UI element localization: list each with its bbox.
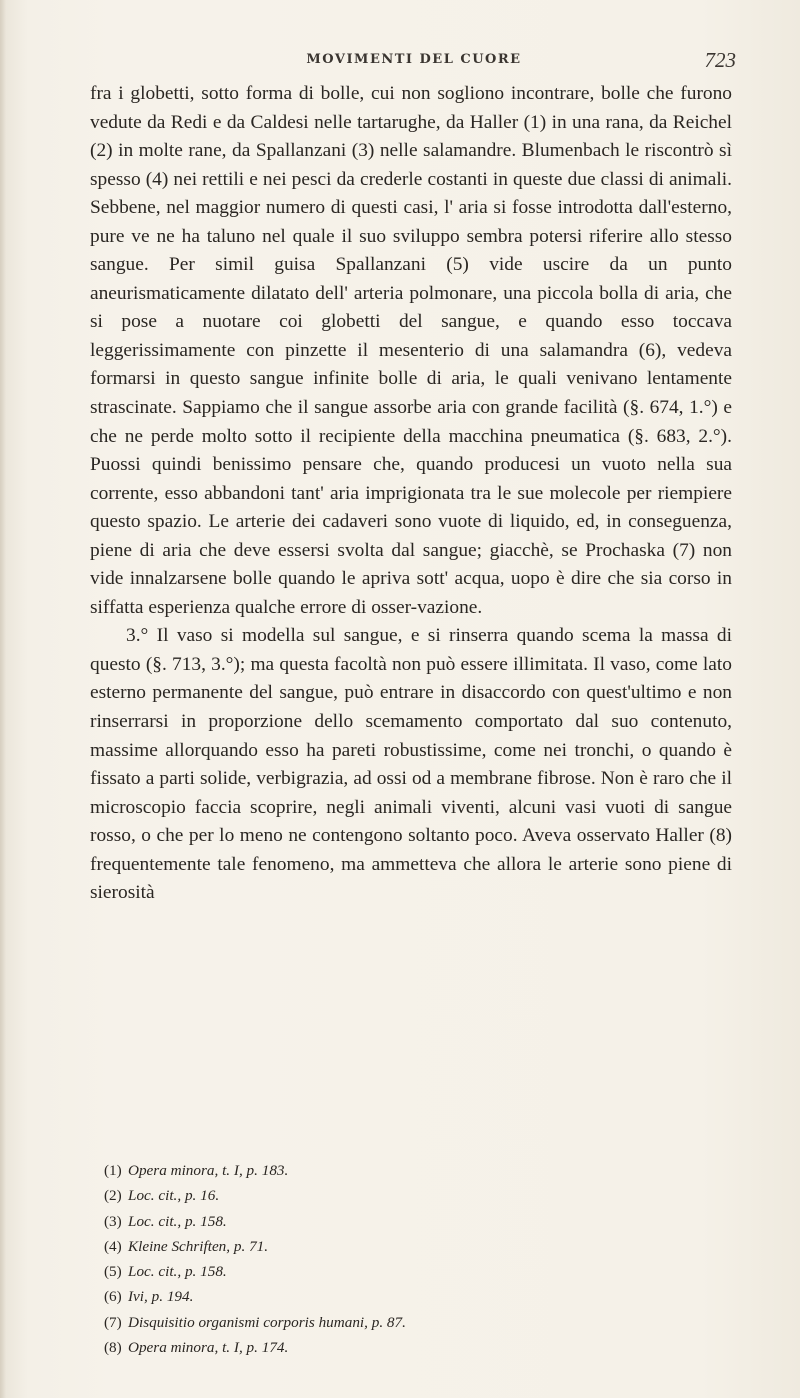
page-header — [92, 48, 736, 78]
footnotes — [104, 1158, 664, 1360]
footnote-reference: , p. 194. — [144, 1288, 194, 1306]
footnote-title: Loc. cit. — [128, 1263, 178, 1281]
running-head: MOVIMENTI DEL CUORE — [306, 52, 522, 67]
footnote — [104, 1209, 664, 1234]
footnote — [104, 1335, 664, 1360]
body-text — [90, 80, 732, 908]
footnote-reference: , p. 158. — [177, 1263, 227, 1281]
footnote-number: (7) — [104, 1313, 122, 1331]
footnote-number: (2) — [104, 1187, 122, 1205]
page-gutter-shadow — [0, 0, 6, 1398]
footnote-title: Disquisitio organismi corporis humani — [128, 1313, 365, 1331]
footnote — [104, 1310, 664, 1335]
footnote — [104, 1158, 664, 1183]
footnote-title: Opera minora — [128, 1162, 215, 1179]
footnote-number: (5) — [104, 1263, 122, 1281]
footnote-number: (3) — [104, 1212, 122, 1230]
footnote-reference: , t. I, p. 174. — [214, 1339, 289, 1357]
footnote-title: Opera minora — [128, 1339, 215, 1357]
footnote-title: Ivi — [128, 1288, 145, 1306]
footnote-reference: , t. I, p. 183. — [214, 1162, 289, 1179]
footnote-number: (1) — [104, 1162, 122, 1179]
page-number: 723 — [704, 48, 736, 72]
footnote-title: Loc. cit. — [128, 1212, 178, 1230]
footnote — [104, 1284, 664, 1309]
footnote — [104, 1183, 664, 1208]
footnote-reference: , p. 158. — [177, 1212, 227, 1230]
footnote — [104, 1234, 664, 1259]
paragraph-2: 3.° Il vaso si modella sul sangue, e si rinserra quando scema la massa di questo (§. 713, 3.°); ma questa facoltà non può essere illimitata. Il vaso, come lato esterno permanente del sangue, può entrare in disaccordo con quest'ultimo e non rinserrarsi in proporzione dello scemamento comportato dal suo contenuto, massime allorquando esso ha pareti robustissime, come nei tronchi, o quando è fissato a parti solide, verbigrazia, ad ossi od a membrane fibrose. Non è raro che il microscopio faccia scoprire, negli animali viventi, alcuni vasi vuoti di sangue rosso, o che per lo meno ne contengono soltanto poco. Aveva osservato Haller (8) frequentemente tale fenomeno, ma ammetteva che allora le arterie sono piene di sierosità — [90, 625, 732, 904]
footnote-reference: , p. 71. — [226, 1237, 269, 1255]
footnote-number: (4) — [104, 1237, 122, 1255]
paragraph-1: fra i globetti, sotto forma di bolle, cui non sogliono incontrare, bolle che furono vedute da Redi e da Caldesi nelle tartarughe, da Haller (1) in una rana, da Reichel (2) in molte rane, da Spallanzani (3) nelle salamandre. Blumenbach le riscontrò sì spesso (4) nei rettili e nei pesci da crederle costanti in queste due classi di animali. Sebbene, nel maggior numero di questi casi, l' aria si fosse introdotta dall'esterno, pure ve ne ha taluno nel quale il suo sviluppo sembra potersi riferire allo stesso sangue. Per simil guisa Spallanzani (5) vide uscire da un punto aneurismaticamente dilatato dell' arteria polmonare, una piccola bolla di aria, che si pose a nuotare coi globetti del sangue, e quando esso toccava leggerissimamente con pinzette il mesenterio di una salamandra (6), vedeva formarsi in questo sangue infinite bolle di aria, le quali venivano lentamente strascinate. Sappiamo che il sangue assorbe aria con grande facilità (§. 674, 1.°) e che ne perde molto sotto il recipiente della macchina pneumatica (§. 683, 2.°). Puossi quindi benissimo pensare che, quando producesi un vuoto nella sua corrente, esso abbandoni tant' aria imprigionata tra le sue molecole per riempiere questo spazio. Le arterie dei cadaveri sono vuote di liquido, ed, in conseguenza, piene di aria che deve essersi svolta dal sangue; giacchè, se Prochaska (7) non vide innalzarsene bolle quando le apriva sott' acqua, uopo è dire che sia corso in siffatta esperienza qualche errore di osser-vazione. — [90, 83, 732, 618]
footnote-number: (8) — [104, 1339, 122, 1357]
footnote-reference: , p. 16. — [177, 1187, 220, 1205]
footnote — [104, 1259, 664, 1284]
footnote-reference: , p. 87. — [364, 1313, 406, 1331]
footnote-title: Kleine Schriften — [128, 1237, 227, 1255]
footnote-title: Loc. cit. — [128, 1187, 178, 1205]
footnote-number: (6) — [104, 1288, 122, 1306]
